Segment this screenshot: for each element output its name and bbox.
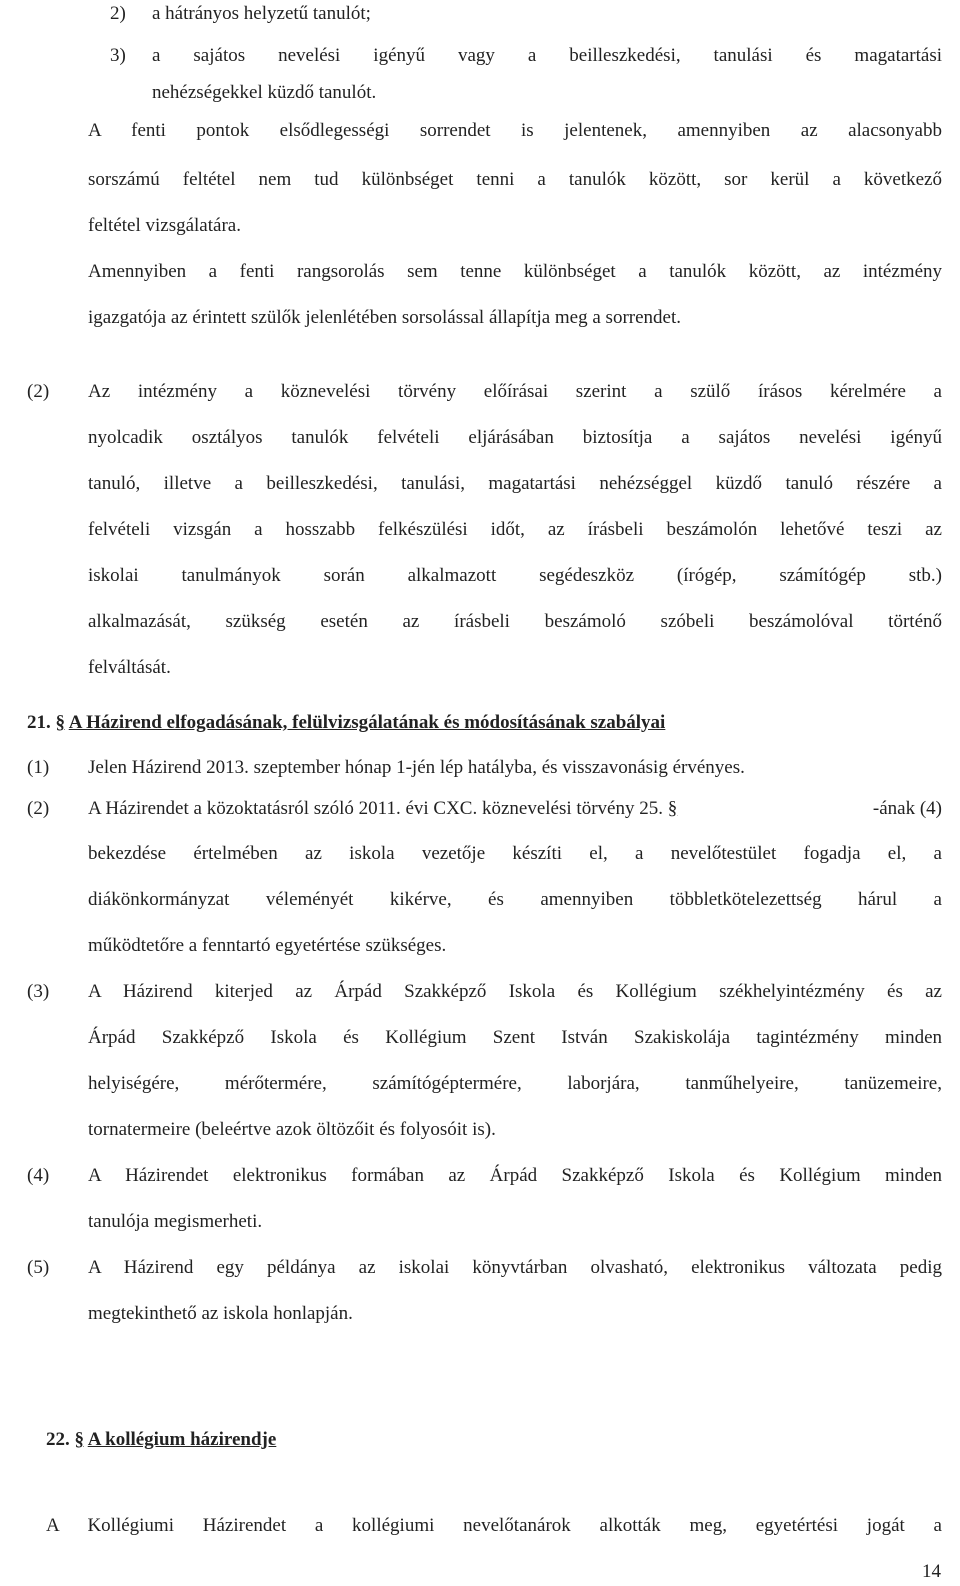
- item-line: Árpád Szakképző Iskola és Kollégium Szent István Szakiskolája tagintézmény minden: [88, 1027, 942, 1048]
- paragraph-sign: §: [55, 712, 65, 733]
- list-item-number: 2): [110, 3, 126, 24]
- item-line-text: A Házirendet a közoktatásról szóló 2011. évi CXC. köznevelési törvény 25.: [88, 798, 663, 819]
- item-line: bekezdése értelmében az iskola vezetője készíti el, a nevelőtestület fogadja el, a: [88, 843, 942, 864]
- list-item-text: a hátrányos helyzetű tanulót;: [152, 3, 371, 24]
- item-line: A Házirend kiterjed az Árpád Szakképző Iskola és Kollégium székhelyintézmény és az: [88, 981, 942, 1002]
- paragraph-line: felváltását.: [88, 657, 171, 678]
- item-line-text: -ának (4): [872, 798, 942, 819]
- paragraph-sign: §: [667, 798, 678, 819]
- item-line: [88, 797, 942, 821]
- paragraph-line: A Kollégiumi Házirendet a kollégiumi nevelőtanárok alkották meg, egyetértési jogát a: [46, 1515, 942, 1536]
- paragraph-line: iskolai tanulmányok során alkalmazott segédeszköz (írógép, számítógép stb.): [88, 565, 942, 586]
- item-line: tornatermeire (beleértve azok öltözőit és folyosóit is).: [88, 1119, 496, 1140]
- item-line: A Házirendet elektronikus formában az Árpád Szakképző Iskola és Kollégium minden: [88, 1165, 942, 1186]
- list-item-text: nehézségekkel küzdő tanulót.: [152, 82, 377, 103]
- paragraph-line: nyolcadik osztályos tanulók felvételi eljárásában biztosítja a sajátos nevelési igényű: [88, 427, 942, 448]
- paragraph-line: sorszámú feltétel nem tud különbséget tenni a tanulók között, sor kerül a következő: [88, 169, 942, 190]
- item-line: tanulója megismerheti.: [88, 1211, 263, 1232]
- item-number: (3): [27, 981, 50, 1002]
- section-number: 22.: [46, 1429, 70, 1450]
- item-number: (4): [27, 1165, 50, 1186]
- item-number: (5): [27, 1257, 50, 1278]
- item-line: működtetőre a fenntartó egyetértése szükséges.: [88, 935, 447, 956]
- section-heading: [27, 711, 665, 735]
- paragraph-number: (2): [27, 381, 50, 402]
- list-item-text: a sajátos nevelési igényű vagy a beilleszkedési, tanulási és magatartási: [152, 45, 942, 66]
- paragraph-line: Az intézmény a köznevelési törvény előírásai szerint a szülő írásos kérelmére a: [88, 381, 942, 402]
- paragraph-line: felvételi vizsgán a hosszabb felkészülési időt, az írásbeli beszámolón lehetővé teszi az: [88, 519, 942, 540]
- item-line: Jelen Házirend 2013. szeptember hónap 1-jén lép hatályba, és visszavonásig érvényes.: [88, 757, 745, 778]
- item-line: A Házirend egy példánya az iskolai könyvtárban olvasható, elektronikus változata pedig: [88, 1257, 942, 1278]
- paragraph-line: igazgatója az érintett szülők jelenlétében sorsolással állapítja meg a sorrendet.: [88, 307, 681, 328]
- section-title: A kollégium házirendje: [87, 1429, 277, 1450]
- item-line: megtekinthető az iskola honlapján.: [88, 1303, 353, 1324]
- section-heading: [46, 1428, 276, 1452]
- item-number: (1): [27, 757, 50, 778]
- paragraph-line: A fenti pontok elsődlegességi sorrendet is jelentenek, amennyiben az alacsonyabb: [88, 120, 942, 141]
- list-item-number: 3): [110, 45, 126, 66]
- section-title: A Házirend elfogadásának, felülvizsgálatának és módosításának szabályai: [68, 712, 666, 733]
- item-line: helyiségére, mérőtermére, számítógéptermére, laborjára, tanműhelyeire, tanüzemeire,: [88, 1073, 942, 1094]
- paragraph-sign: §: [74, 1429, 84, 1450]
- item-line: diákönkormányzat véleményét kikérve, és amennyiben többletkötelezettség hárul a: [88, 889, 942, 910]
- paragraph-line: feltétel vizsgálatára.: [88, 215, 241, 236]
- paragraph-line: Amennyiben a fenti rangsorolás sem tenne különbséget a tanulók között, az intézmény: [88, 261, 942, 282]
- paragraph-line: tanuló, illetve a beilleszkedési, tanulási, magatartási nehézséggel küzdő tanuló részére a: [88, 473, 942, 494]
- paragraph-line: alkalmazását, szükség esetén az írásbeli beszámoló szóbeli beszámolóval történő: [88, 611, 942, 632]
- section-number: 21.: [27, 712, 51, 733]
- page-number: 14: [922, 1561, 941, 1582]
- item-number: (2): [27, 798, 50, 819]
